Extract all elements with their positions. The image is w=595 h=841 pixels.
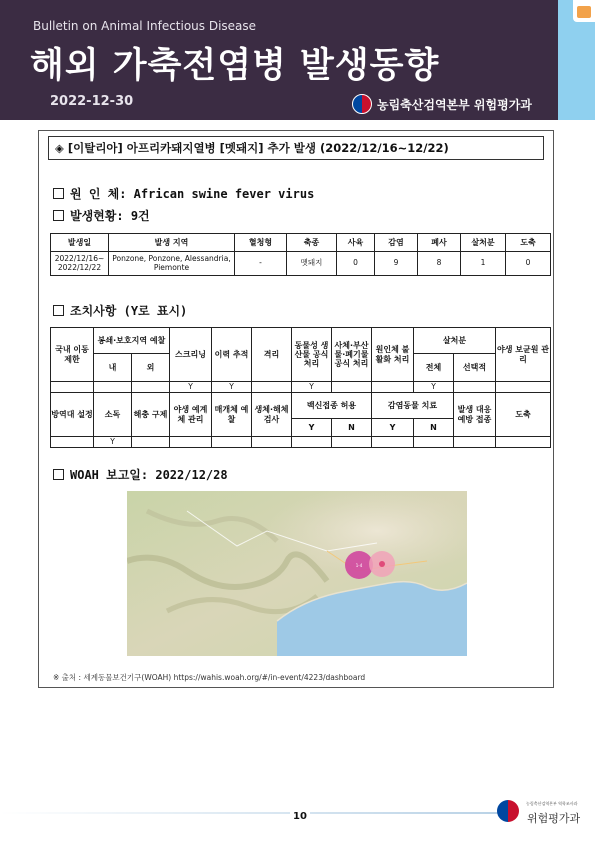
cell	[454, 382, 496, 393]
col-header: 소독	[94, 393, 132, 437]
cell	[414, 437, 454, 448]
publication-date: 2022-12-30	[50, 94, 134, 109]
footer-org: 위험평가과	[527, 812, 581, 825]
status-line	[53, 207, 150, 224]
col-header: 폐사	[418, 234, 461, 252]
woah-report-text: WOAH 보고일: 2022/12/28	[70, 468, 228, 482]
measures-title: 조치사항 (Y로 표시)	[70, 304, 188, 318]
page-title: 해외 가축전염병 발생동향	[30, 46, 440, 86]
outbreak-table	[50, 233, 551, 276]
bulletin-subtitle: Bulletin on Animal Infectious Disease	[33, 19, 257, 33]
col-header: 생체·해체 검사	[252, 393, 292, 437]
cell	[170, 437, 212, 448]
cell: 8	[418, 252, 461, 276]
cell: 1	[461, 252, 506, 276]
col-header: 내	[94, 354, 132, 382]
col-header: 봉쇄·보호지역 예찰	[94, 328, 170, 354]
col-header: 방역대 설정	[51, 393, 94, 437]
cell	[496, 437, 551, 448]
marker-label: 1-4	[355, 563, 363, 568]
footer-org-small: 농림축산검역본부 역학조사과	[526, 801, 578, 806]
status-text: 발생현황: 9건	[70, 209, 150, 223]
col-header: 선택적	[454, 354, 496, 382]
cell: -	[235, 252, 287, 276]
measures-table	[50, 327, 551, 448]
cell	[332, 382, 372, 393]
col-header: 동물성 생산물 공식 처리	[292, 328, 332, 382]
col-header: 매개체 예찰	[212, 393, 252, 437]
table-row	[51, 382, 551, 393]
header-org	[352, 94, 532, 114]
col-header: 야생 예계체 관리	[170, 393, 212, 437]
cell	[332, 437, 372, 448]
taegeuk-logo-icon	[352, 94, 372, 114]
measures-header-row	[51, 328, 551, 354]
cell	[132, 382, 170, 393]
col-header: 살처분	[461, 234, 506, 252]
col-header: 백신접종 허용	[292, 393, 372, 419]
table-row	[51, 437, 551, 448]
col-header: 원인체 불활화 처리	[372, 328, 414, 382]
cell	[252, 382, 292, 393]
measures-header-row	[51, 393, 551, 419]
cell: 9	[375, 252, 418, 276]
col-header: 감염	[375, 234, 418, 252]
col-header: 도축	[496, 393, 551, 437]
cell: Y	[94, 437, 132, 448]
bookmark-icon	[573, 0, 595, 22]
col-header: 축종	[287, 234, 337, 252]
cause-text: 원 인 체: African swine fever virus	[70, 187, 315, 201]
footer-divider	[0, 812, 500, 814]
cell: 멧돼지	[287, 252, 337, 276]
checkbox-square-icon	[53, 469, 64, 480]
checkbox-square-icon	[53, 188, 64, 199]
measures-heading	[53, 302, 187, 319]
col-header: 국내 이동 제한	[51, 328, 94, 382]
col-header: 발생 대응 예방 접종	[454, 393, 496, 437]
col-header: 도축	[506, 234, 551, 252]
col-header: Y	[292, 419, 332, 437]
col-header: 격리	[252, 328, 292, 382]
cell	[372, 437, 414, 448]
cell: Y	[212, 382, 252, 393]
cell	[94, 382, 132, 393]
source-note: ※ 출처 : 세계동물보건기구(WOAH) https://wahis.woah.org/#/in-event/4223/dashboard	[53, 673, 366, 682]
col-header: Y	[372, 419, 414, 437]
col-header: N	[414, 419, 454, 437]
cell	[51, 437, 94, 448]
col-header: 스크리닝	[170, 328, 212, 382]
page-number: 10	[290, 811, 310, 822]
col-header: 사육	[337, 234, 375, 252]
cell	[132, 437, 170, 448]
cell	[454, 437, 496, 448]
cell	[292, 437, 332, 448]
col-header: 해충 구제	[132, 393, 170, 437]
cell	[496, 382, 551, 393]
cell: Y	[170, 382, 212, 393]
cell: Y	[292, 382, 332, 393]
col-header: 외	[132, 354, 170, 382]
cell	[51, 382, 94, 393]
header-org-name: 농림축산검역본부 위험평가과	[377, 97, 532, 112]
col-header: 혈청형	[235, 234, 287, 252]
terrain-map	[127, 491, 467, 656]
table-header-row	[51, 234, 551, 252]
col-header: 살처분	[414, 328, 496, 354]
col-header: 감염동물 치료	[372, 393, 454, 419]
cell: 2022/12/16~ 2022/12/22	[51, 252, 109, 276]
cause-line	[53, 185, 314, 202]
outbreak-point-marker[interactable]	[379, 561, 385, 567]
col-header: 이력 추적	[212, 328, 252, 382]
cell	[372, 382, 414, 393]
col-header: 사체·부산물·폐기물 공식 처리	[332, 328, 372, 382]
cell: 0	[506, 252, 551, 276]
col-header: 발생일	[51, 234, 109, 252]
table-row	[51, 252, 551, 276]
cell: Ponzone, Ponzone, Alessandria, Piemonte	[109, 252, 235, 276]
outbreak-map	[127, 491, 467, 656]
col-header: N	[332, 419, 372, 437]
checkbox-square-icon	[53, 305, 64, 316]
checkbox-square-icon	[53, 210, 64, 221]
cell	[212, 437, 252, 448]
taegeuk-logo-icon	[497, 800, 519, 822]
cell	[252, 437, 292, 448]
report-title-box: ◈ [이탈리아] 아프리카돼지열병 [멧돼지] 추가 발생 (2022/12/16~12/22)	[48, 136, 544, 160]
cell: Y	[414, 382, 454, 393]
col-header: 전체	[414, 354, 454, 382]
col-header: 야생 보균원 관리	[496, 328, 551, 382]
woah-report-line	[53, 466, 228, 483]
cell: 0	[337, 252, 375, 276]
col-header: 발생 지역	[109, 234, 235, 252]
